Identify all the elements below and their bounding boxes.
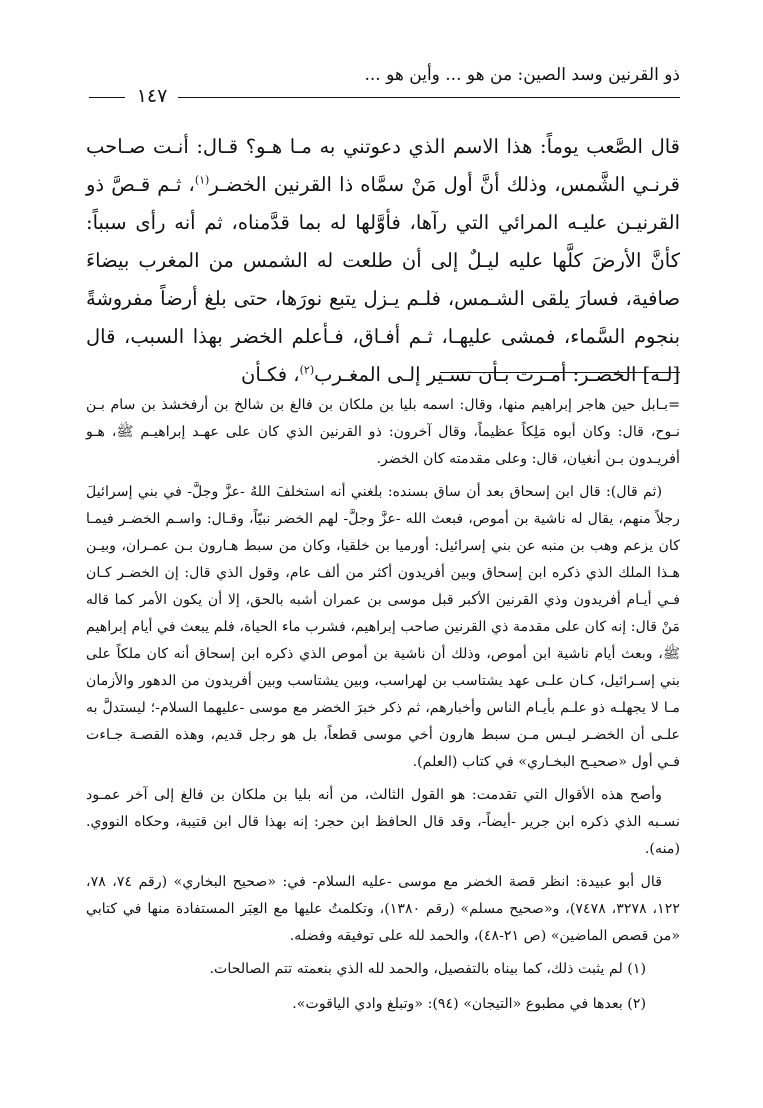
footnote-separator	[440, 372, 680, 373]
page-number: ١٤٧	[136, 85, 168, 107]
footnote-continuation: =بـابل حين هاجر إبراهيم منها، وقال: اسمه بليا بن ملكان بن فالغ بن شالخ بن أرفخشذ بن سام بـن نـوح، قال: وكان أبوه مَلِكاً عظيماً، وقال آخرون: ذو القرنين الذي كان على عهـد إبراهيـم ﷺ، هـو أفريـدون بـن أنغيان، قال: وعلى مقدمته كان الخضر.	[86, 397, 680, 467]
header-rule	[178, 97, 680, 98]
footnote-1: (١) لم يثبت ذلك، كما بيناه بالتفصيل، والحمد لله الذي بنعمته تتم الصالحات.	[209, 961, 646, 977]
header-title: ذو القرنين وسد الصين: من هو ... وأين هو ...	[364, 65, 680, 85]
footnote-ref-1[interactable]: (١)	[194, 173, 210, 187]
footnote-ref-2[interactable]: (٢)	[299, 363, 315, 377]
main-text-part: قال الصَّعب يوماً: هذا الاسم الذي دعوتني به مـا هـو؟ قـال: أنـت صـاحب قرنـي الشَّمس، وذلك أنَّ أول مَنْ سمَّاه ذا القرنين الخضـر	[86, 135, 680, 196]
footnote-paragraph: (ثم قال): قال ابن إسحاق بعد أن ساق بسنده: بلغني أنه استخلفَ اللهُ -عزَّ وجلَّ- في بني إسرائيلَ رجلاً منهم، يقال له ناشية بن أموص، فبعث الله -عزَّ وجلَّ- لهم الخضر نبيّاً، وقـال: واسـم الخضـر فيمـا كان يزعم وهب بن منبه عن بني إسرائيل: أورميا بن خلقيا، وكان من سبط هـارون بـن عمـران، وبيـن هـذا الملك الذي ذكره ابن إسحاق وبين أفريدون أكثر من ألف عام، وقول الذي قال: إن الخضـر كـان فـي أيـام أفريدون وذي القرنين الأكبر قبل موسى بن عمران أشبه بالحق، إلا أن يكون الأمر كما قاله مَنْ قال: إنه كان على مقدمة ذي القرنين صاحب إبراهيم، فشرب ماء الحياة، فلم يبعث في أيام إبراهيم ﷺ، وبعث أيام ناشية ابن أموص، وذلك أن ناشية بن أموص الذي ذكره ابن إسحاق أنه كان ملكاً على بني إسـرائيل، كـان علـى عهد يشتاسب بن لهراسب، وبين يشتاسب وبين أفريدون من الدهور والأزمان مـا لا يجهلـه ذو علـم بأيـام الناس وأخبارهم، ثم ذكر خبرَ الخضر مع موسى -عليهما السلام-؛ ليستدلَّ به علـى أن الخضـر ليـس مـن سبط هارون أخي موسى قطعاً، بل هو رجل قديم، وهذه القصـة جـاءت فـي أول «صحيـح البخـاري» في كتاب (العلم).	[86, 484, 680, 770]
main-paragraph	[86, 128, 680, 394]
running-header	[86, 62, 680, 107]
footnotes	[86, 392, 680, 1026]
main-text-part: ، ثـم قـصَّ ذو القرنيـن عليـه المرائي التي رآها، فأوَّلها له بما قدَّمناه، ثم أنه رأى سبباً: كأنَّ الأرضَ كلَّها عليه ليـلٌ إلى أن طلعت له الشمس من المغرب بيضاءَ صافية، فسارَ يلقى الشـمس، فلـم يـزل يتبع نورَها، حتى بلغ أرضاً مفروشةً بنجوم السَّماء، فمشى عليهـا، ثـم أفـاق، فـأعلم الخضر بهذا السبب، قال [لـه] الخضـر: أمـرت بـأن تسـير إلـى المغـرب	[86, 173, 681, 386]
header-rule-left	[89, 97, 125, 98]
book-page	[86, 0, 680, 1108]
footnote-paragraph: وأصح هذه الأقوال التي تقدمت: هو القول الثالث، من أنه بليا بن ملكان بن فالغ إلى آخر عمـود نسـبه الذي ذكره ابن جرير -أيضاً-، وقد قال الحافظ ابن حجر: إنه بهذا قال ابن قتيبة، وحكاه النووي. (منه).	[86, 787, 680, 857]
main-text	[86, 128, 680, 394]
main-text-part: ، فكـأن	[241, 363, 300, 386]
footnote-2: (٢) بعدها في مطبوع «التيجان» (٩٤): «وتبلغ وادي الياقوت».	[292, 996, 646, 1012]
footnote-paragraph: قال أبو عبيدة: انظر قصة الخضر مع موسى -عليه السلام- في: «صحيح البخاري» (رقم ٧٤، ٧٨، ١٢٢، ٣٢٧٨، ٧٤٧٨)، و«صحيح مسلم» (رقم ١٣٨٠)، وتكلمتُ عليها مع العِبَر المستفادة منها في كتابي «من قصص الماضين» (ص ٢١-٤٨)، والحمد لله على توفيقه وفضله.	[86, 874, 680, 944]
